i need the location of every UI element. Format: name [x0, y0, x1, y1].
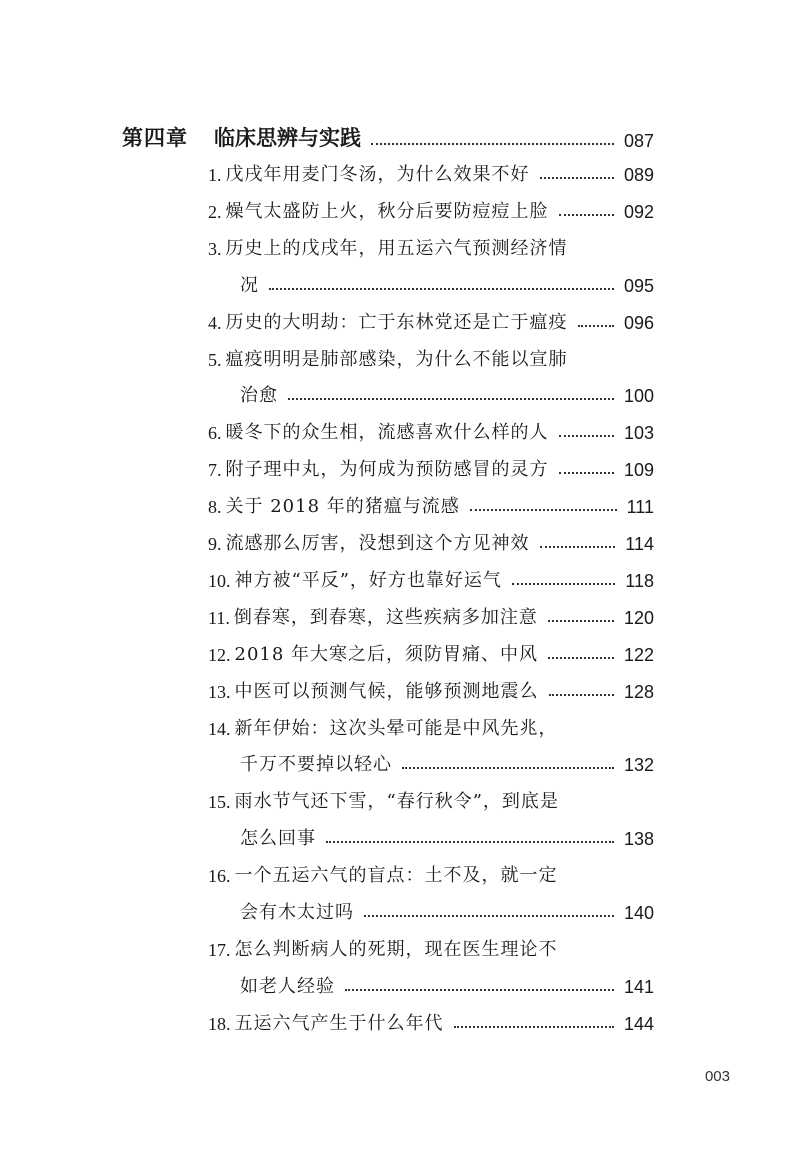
- entry-page-number: 128: [623, 682, 654, 702]
- dot-leader: [559, 435, 614, 437]
- entry-title: 怎么回事: [240, 828, 316, 849]
- entry-title: 戊戌年用麦门冬汤，为什么效果不好: [225, 164, 530, 185]
- entry-number: 10.: [208, 571, 231, 591]
- dot-leader: [402, 767, 614, 769]
- dot-leader: [371, 143, 614, 145]
- entry-title: 治愈: [240, 385, 278, 406]
- entry-title: 况: [240, 275, 259, 296]
- entry-title: 五运六气产生于什么年代: [234, 1013, 444, 1034]
- entry-title: 历史上的戊戌年，用五运六气预测经济情: [225, 238, 568, 259]
- entry-page-number: 114: [625, 534, 654, 554]
- entry-title: 附子理中丸，为何成为预防感冒的灵方: [225, 459, 549, 480]
- entry-number: 11.: [208, 608, 230, 628]
- entry-page-number: 118: [625, 571, 654, 591]
- entry-page-number: 141: [623, 977, 654, 997]
- dot-leader: [559, 472, 614, 474]
- dot-leader: [578, 325, 614, 327]
- dot-leader: [540, 177, 614, 179]
- toc-entry[interactable]: [208, 230, 654, 260]
- entry-title: 历史的大明劫：亡于东林党还是亡于瘟疫: [225, 312, 568, 333]
- toc-entry[interactable]: [208, 1005, 654, 1035]
- dot-leader: [549, 694, 614, 696]
- toc-entry[interactable]: [208, 193, 654, 223]
- toc-entry[interactable]: [208, 710, 654, 740]
- toc-entry[interactable]: [208, 636, 654, 666]
- entry-number: 12.: [208, 645, 231, 665]
- toc-entry[interactable]: [208, 783, 654, 813]
- toc-entry[interactable]: [208, 341, 654, 371]
- dot-leader: [288, 398, 614, 400]
- entry-title: 瘟疫明明是肺部感染，为什么不能以宣肺: [225, 349, 568, 370]
- dot-leader: [548, 620, 614, 622]
- entry-number: 5.: [208, 350, 222, 370]
- chapter-page-number: 087: [623, 131, 654, 151]
- dot-leader: [470, 509, 617, 511]
- entry-page-number: 138: [623, 829, 654, 849]
- toc-entry-continuation[interactable]: [240, 894, 654, 924]
- entry-title: 如老人经验: [240, 976, 335, 997]
- entry-number: 3.: [208, 239, 222, 259]
- entry-title: 2018 年大寒之后，须防胃痛、中风: [234, 644, 539, 665]
- entry-title: 雨水节气还下雪，“春行秋令”，到底是: [234, 791, 559, 812]
- entry-number: 4.: [208, 313, 222, 333]
- toc-entry-continuation[interactable]: [240, 267, 654, 297]
- entry-page-number: 144: [623, 1014, 654, 1034]
- entry-title: 千万不要掉以轻心: [240, 754, 392, 775]
- entry-number: 9.: [208, 534, 222, 554]
- toc-entry[interactable]: [208, 451, 654, 481]
- dot-leader: [559, 214, 614, 216]
- page-folio: 003: [704, 1068, 730, 1085]
- entry-page-number: 096: [623, 313, 654, 333]
- entry-title: 一个五运六气的盲点：土不及，就一定: [234, 865, 558, 886]
- dot-leader: [326, 841, 614, 843]
- entry-number: 18.: [208, 1014, 231, 1034]
- toc-entry[interactable]: [208, 156, 654, 186]
- entry-title: 燥气太盛防上火，秋分后要防痘痘上脸: [225, 201, 549, 222]
- entry-title: 关于 2018 年的猪瘟与流感: [225, 496, 460, 517]
- entry-page-number: 120: [623, 608, 654, 628]
- entry-page-number: 103: [623, 423, 654, 443]
- toc-entry[interactable]: [208, 304, 654, 334]
- toc-entry-continuation[interactable]: [240, 377, 654, 407]
- entry-page-number: 122: [623, 645, 654, 665]
- toc-entry[interactable]: [208, 673, 654, 703]
- entry-number: 2.: [208, 202, 222, 222]
- entry-page-number: 132: [623, 755, 654, 775]
- entry-title: 神方被“平反”，好方也靠好运气: [234, 570, 502, 591]
- entry-title: 会有木太过吗: [240, 902, 354, 923]
- toc-entry[interactable]: [208, 488, 654, 518]
- toc-entry-continuation[interactable]: [240, 968, 654, 998]
- entry-title: 中医可以预测气候，能够预测地震么: [234, 681, 539, 702]
- toc-entry-continuation[interactable]: [240, 746, 654, 776]
- chapter-heading[interactable]: [122, 118, 654, 152]
- entry-number: 16.: [208, 866, 231, 886]
- entry-number: 1.: [208, 165, 222, 185]
- entry-number: 8.: [208, 497, 222, 517]
- entry-page-number: 100: [623, 386, 654, 406]
- dot-leader: [512, 583, 615, 585]
- toc-entry[interactable]: [208, 599, 654, 629]
- entry-number: 7.: [208, 460, 222, 480]
- entry-number: 17.: [208, 940, 231, 960]
- entry-title: 流感那么厉害，没想到这个方见神效: [225, 533, 530, 554]
- dot-leader: [269, 288, 614, 290]
- entry-page-number: 095: [623, 276, 654, 296]
- entry-title: 新年伊始：这次头晕可能是中风先兆，: [234, 718, 558, 739]
- toc-entry[interactable]: [208, 414, 654, 444]
- entry-page-number: 140: [623, 903, 654, 923]
- chapter-title: 临床思辨与实践: [214, 126, 361, 150]
- dot-leader: [364, 915, 614, 917]
- chapter-label: 第四章: [122, 126, 188, 150]
- toc-entry[interactable]: [208, 562, 654, 592]
- entry-number: 13.: [208, 682, 231, 702]
- toc-entry[interactable]: [208, 857, 654, 887]
- entry-number: 15.: [208, 792, 231, 812]
- dot-leader: [345, 989, 614, 991]
- entry-page-number: 092: [623, 202, 654, 222]
- entry-page-number: 111: [626, 497, 654, 517]
- dot-leader: [548, 657, 614, 659]
- dot-leader: [540, 546, 616, 548]
- entry-title: 暖冬下的众生相，流感喜欢什么样的人: [225, 422, 549, 443]
- entry-number: 14.: [208, 719, 231, 739]
- dot-leader: [454, 1026, 614, 1028]
- entry-title: 倒春寒，到春寒，这些疾病多加注意: [233, 607, 538, 628]
- entry-page-number: 089: [623, 165, 654, 185]
- toc-entry[interactable]: [208, 525, 654, 555]
- entry-title: 怎么判断病人的死期，现在医生理论不: [234, 939, 558, 960]
- toc-entry[interactable]: [208, 931, 654, 961]
- entry-number: 6.: [208, 423, 222, 443]
- entry-page-number: 109: [623, 460, 654, 480]
- toc-entry-continuation[interactable]: [240, 820, 654, 850]
